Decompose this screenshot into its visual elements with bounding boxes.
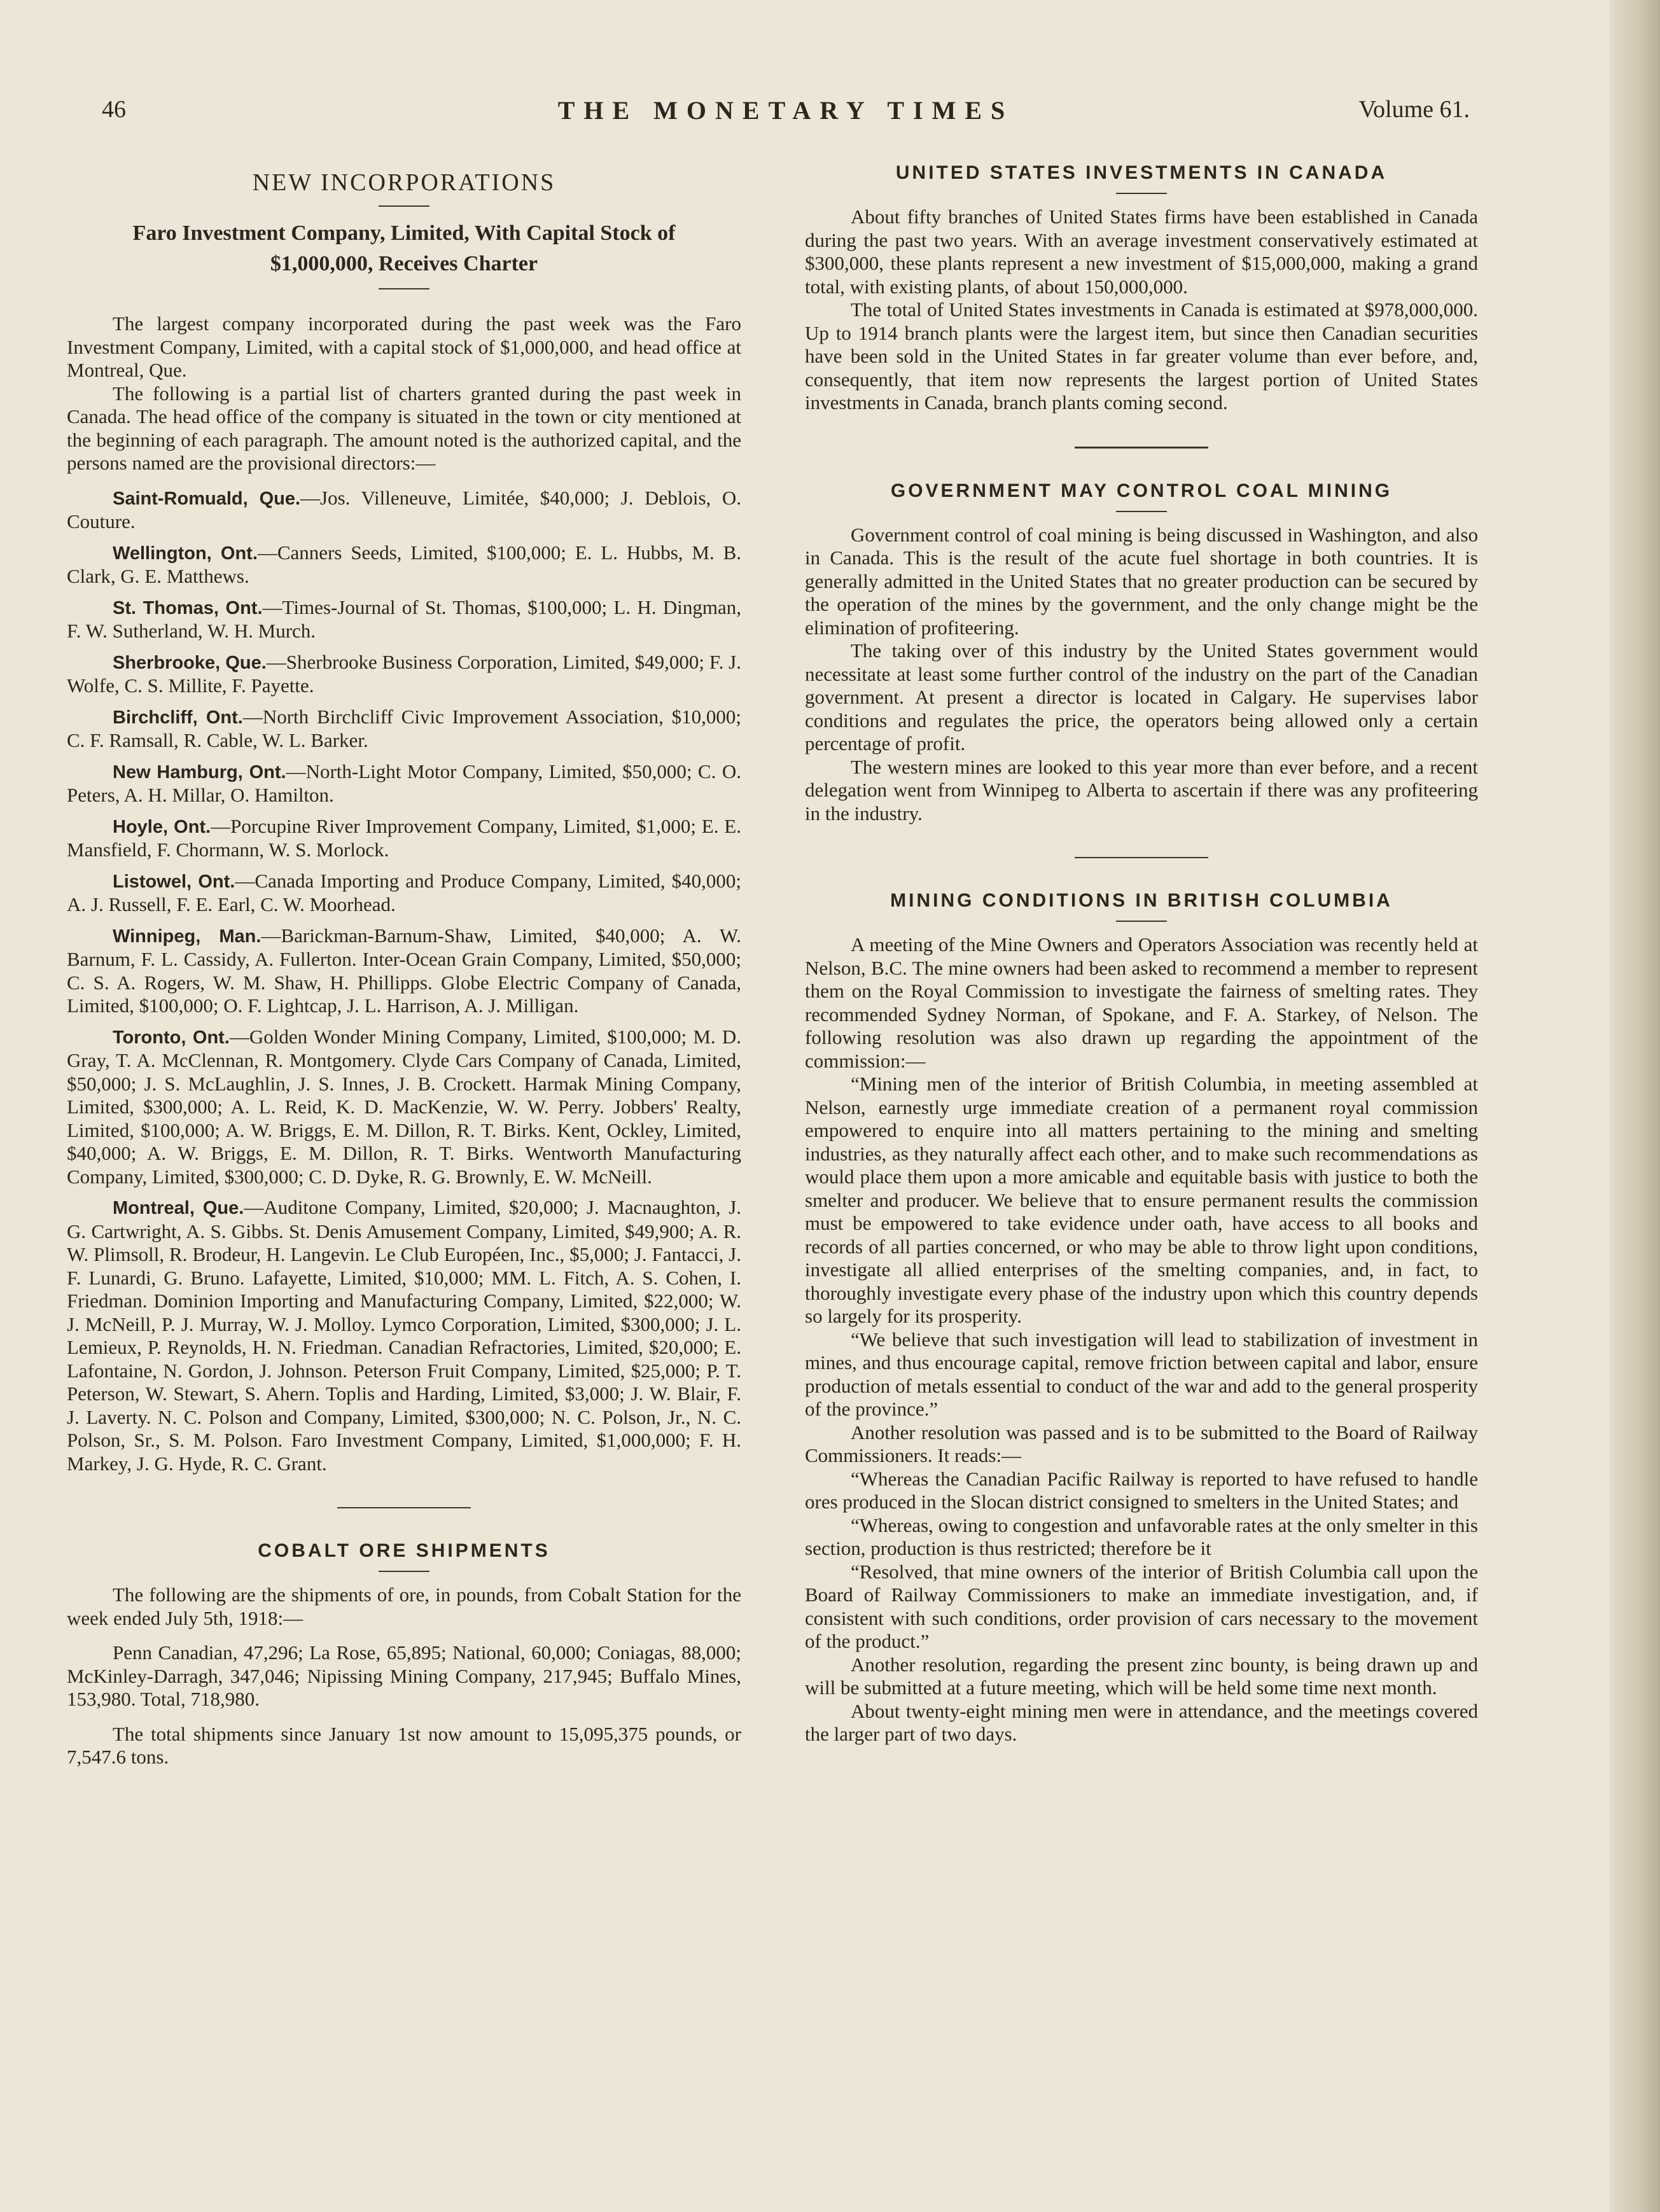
right-column — [805, 162, 1478, 1746]
bc-paragraph: “Mining men of the interior of British Columbia, in meeting assembled at Nelson, earnestly urge immediate creation of a permanent royal commission empowered to enquire into all matters pertaining to the mining and smelting industries, as they naturally affect each other, and to make such recommendations as would place them upon a more amicable and equitable basis with justice to both the smelter and producer. We believe that to ensure permanent results the commission must be empowered to take evidence under oath, have access to all books and records of all parties concerned, or who may be able to throw light upon conditions, investigate all allied enterprises of the smelting companies, and, in fact, to thoroughly investigate every phase of the industry upon which this country depends so largely for its prosperity. — [805, 1073, 1478, 1327]
charter-entry — [67, 760, 741, 807]
coal-paragraph: Government control of coal mining is being discussed in Washington, and also in Canada. This is the result of the acute fuel shortage in both countries. It is generally admitted in the United States that no greater production can be secured by the operation of the mines by the government, and the only change might be the elimination of profiteering. — [805, 523, 1478, 639]
charter-entry — [67, 1026, 741, 1189]
divider — [1116, 511, 1167, 512]
charter-entry — [67, 541, 741, 588]
divider — [379, 288, 429, 289]
section-title: NEW INCORPORATIONS — [252, 169, 556, 196]
charter-entry — [67, 487, 741, 534]
publication-title: THE MONETARY TIMES — [557, 96, 1014, 125]
charter-entry — [67, 815, 741, 862]
entry-place: Toronto, Ont. — [113, 1027, 230, 1048]
volume-label: Volume 61. — [1358, 96, 1470, 123]
entry-text: —Porcupine River Improvement Company, Limited, $1,000; E. E. Mansfield, F. Chormann, W. S. Morlock. — [67, 814, 741, 861]
divider — [1116, 193, 1167, 194]
intro-paragraph: The largest company incorporated during the past week was the Faro Investment Company, Limited, with a capital stock of $1,000,000, and head office at Montreal, Que. — [67, 312, 741, 381]
entry-text: —Golden Wonder Mining Company, Limited, $100,000; M. D. Gray, T. A. McClennan, R. Montgomery. Clyde Cars Company of Canada, Limited, $50,000; J. S. McLaughlin, J. S. Innes, J. B. Crockett. Harmak Mining Company, Limited, $300,000; A. L. Reid, K. D. MacKenzie, W. W. Perry. Jobbers' Realty, Limited, $100,000; A. W. Briggs, E. M. Dillon, R. T. Birks. Kent, Ockley, Limited, $40,000; A. W. Briggs, E. M. Dillon, R. T. Birks. Wentworth Manufacturing Company, Limited, $300,000; C. D. Dyke, R. G. Brownly, E. W. McNeill. — [67, 1025, 741, 1188]
charter-entry — [67, 706, 741, 753]
divider — [1116, 921, 1167, 922]
article-subhead: Faro Investment Company, Limited, With Capital Stock of $1,000,000, Receives Charter — [132, 221, 676, 275]
section-divider — [1075, 447, 1208, 449]
coal-mining-heading: GOVERNMENT MAY CONTROL COAL MINING — [890, 480, 1393, 501]
left-column — [67, 162, 741, 1769]
bc-paragraph: “We believe that such investigation will lead to stabilization of investment in mines, and thus encourage capital, remove friction between capital and labor, ensure production of metals essential to conduct of the war and add to the general prosperity of the province.” — [805, 1328, 1478, 1420]
entry-place: Listowel, Ont. — [113, 871, 235, 892]
entry-place: Saint-Romuald, Que. — [113, 488, 301, 509]
entry-text: —Jos. Villeneuve, Limitée, $40,000; J. Deblois, O. Couture. — [67, 486, 742, 532]
charter-entry — [67, 596, 741, 643]
entry-place: Birchcliff, Ont. — [113, 707, 243, 728]
entry-text: —Canada Importing and Produce Company, Limited, $40,000; A. J. Russell, F. E. Earl, C. W. Moorhead. — [67, 869, 741, 915]
charter-entry — [67, 924, 741, 1018]
bc-paragraph: Another resolution was passed and is to be submitted to the Board of Railway Commissioners. It reads:— — [805, 1421, 1478, 1466]
bc-mining-heading: MINING CONDITIONS IN BRITISH COLUMBIA — [890, 890, 1393, 911]
bc-paragraph: “Whereas, owing to congestion and unfavorable rates at the only smelter in this section, production is thus restricted; therefore be it — [805, 1513, 1478, 1559]
entry-place: Wellington, Ont. — [113, 543, 258, 564]
entry-text: —North-Light Motor Company, Limited, $50,000; C. O. Peters, A. H. Millar, O. Hamilton. — [67, 760, 741, 806]
bc-paragraph: A meeting of the Mine Owners and Operators Association was recently held at Nelson, B.C. The mine owners had been asked to recommend a member to represent them on the Royal Commission to investigate the fairness of smelting rates. They recommended Sydney Norman, of Spokane, and F. A. Starkey, of Nelson. The following resolution was also drawn up regarding the appointment of the commission:— — [805, 933, 1478, 1072]
bc-paragraph: About twenty-eight mining men were in attendance, and the meetings covered the larger part of two days. — [805, 1699, 1478, 1745]
cobalt-paragraph: The total shipments since January 1st now amount to 15,095,375 pounds, or 7,547.6 tons. — [67, 1722, 741, 1768]
entry-place: Sherbrooke, Que. — [113, 652, 267, 673]
bc-paragraph: “Resolved, that mine owners of the interior of British Columbia call upon the Board of Railway Commissioners to make an immediate investigation, and, if consistent with such conditions, order provision of cars necessary to the movement of the product.” — [805, 1560, 1478, 1652]
entry-text: —Barickman-Barnum-Shaw, Limited, $40,000; A. W. Barnum, F. L. Cassidy, A. Fullerton. Inter-Ocean Grain Company, Limited, $50,000; C. S. A. Rogers, W. M. Shaw, H. Phillipps. Globe Electric Company of Canada, Limited, $100,000; O. F. Lightcap, J. L. Harrison, A. J. Milligan. — [67, 924, 742, 1017]
page-header — [102, 95, 1470, 134]
entry-text: —Times-Journal of St. Thomas, $100,000; L. H. Dingman, F. W. Sutherland, W. H. Murch. — [67, 595, 741, 642]
cobalt-paragraph: The following are the shipments of ore, in pounds, from Cobalt Station for the week ended July 5th, 1918:— — [67, 1583, 741, 1629]
section-divider — [337, 1507, 471, 1508]
entry-text: —North Birchcliff Civic Improvement Association, $10,000; C. F. Ramsall, R. Cable, W. L. Barker. — [67, 705, 741, 751]
coal-paragraph: The taking over of this industry by the United States government would necessitate at least some further control of the industry on the part of the Canadian government. At present a director is located in Calgary. He supervises labor conditions and regulates the price, the operators being allowed only a certain percentage of profit. — [805, 639, 1478, 755]
intro-paragraph: The following is a partial list of charters granted during the past week in Canada. The head office of the company is situated in the town or city mentioned at the beginning of each paragraph. The amount noted is the authorized capital, and the persons named are the provisional directors:— — [67, 382, 741, 474]
entry-place: Winnipeg, Man. — [113, 926, 262, 947]
page-edge — [1609, 0, 1660, 2212]
page-number: 46 — [102, 96, 126, 123]
charter-entry — [67, 1196, 741, 1475]
entry-place: St. Thomas, Ont. — [113, 597, 263, 618]
divider — [379, 1571, 429, 1572]
charter-entry — [67, 651, 741, 698]
divider — [379, 205, 429, 207]
us-paragraph: About fifty branches of United States firms have been established in Canada during the past two years. With an average investment conservatively estimated at $300,000, these plants represent a new investment of $15,000,000, making a grand total, with existing plants, of about 150,000,000. — [805, 205, 1478, 298]
section-divider — [1075, 857, 1208, 858]
bc-paragraph: Another resolution, regarding the present zinc bounty, is being drawn up and will be submitted at a future meeting, which will be held some time next month. — [805, 1653, 1478, 1699]
us-paragraph: The total of United States investments in Canada is estimated at $978,000,000. Up to 1914 branch plants were the largest item, but since then Canadian securities have been sold in the United States in far greater volume than ever before, and, consequently, that item now represents the largest portion of United States investments in Canada, branch plants coming second. — [805, 298, 1478, 414]
bc-paragraph: “Whereas the Canadian Pacific Railway is reported to have refused to handle ores produced in the Slocan district consigned to smelters in the United States; and — [805, 1467, 1478, 1513]
entry-place: Hoyle, Ont. — [113, 816, 211, 837]
entry-text: —Auditone Company, Limited, $20,000; J. Macnaughton, J. G. Cartwright, A. S. Gibbs. St. Denis Amusement Company, Limited, $49,900; A. R. W. Plimsoll, R. Brodeur, H. Langevin. Le Club Européen, Inc., $5,000; J. Fantacci, J. F. Lunardi, G. Bruno. Lafayette, Limited, $10,000; MM. L. Fitch, A. S. Cohen, I. Friedman. Dominion Importing and Manufacturing Company, Limited, $22,000; W. J. McNeill, P. J. Murray, W. J. Molloy. Lymco Corporation, Limited, $300,000; J. L. Lemieux, P. Reynolds, H. N. Friedman. Canadian Refractories, Limited, $20,000; E. Lafontaine, N. Gordon, J. Johnson. Peterson Fruit Company, Limited, $25,000; P. T. Peterson, W. Stewart, S. Ahern. Toplis and Harding, Limited, $3,000; J. W. Blair, F. J. Laverty. N. C. Polson and Company, Limited, $300,000; N. C. Polson, Jr., N. C. Polson, Sr., S. M. Polson. Faro Investment Company, Limited, $1,000,000; F. H. Markey, J. G. Hyde, R. C. Grant. — [67, 1196, 742, 1475]
entry-place: Montreal, Que. — [113, 1198, 244, 1218]
entry-text: —Canners Seeds, Limited, $100,000; E. L. Hubbs, M. B. Clark, G. E. Matthews. — [67, 541, 741, 587]
coal-paragraph: The western mines are looked to this year more than ever before, and a recent delegation went from Winnipeg to Alberta to ascertain if there was any profiteering in the industry. — [805, 755, 1478, 824]
entry-place: New Hamburg, Ont. — [113, 762, 286, 783]
charter-entry — [67, 870, 741, 917]
entry-text: —Sherbrooke Business Corporation, Limited, $49,000; F. J. Wolfe, C. S. Millite, F. Payette. — [67, 650, 741, 697]
cobalt-paragraph: Penn Canadian, 47,296; La Rose, 65,895; National, 60,000; Coniagas, 88,000; McKinley-Darragh, 347,046; Nipissing Mining Company, 217,945; Buffalo Mines, 153,980. Total, 718,980. — [67, 1641, 741, 1710]
us-investments-heading: UNITED STATES INVESTMENTS IN CANADA — [895, 162, 1388, 183]
cobalt-heading: COBALT ORE SHIPMENTS — [258, 1540, 550, 1561]
